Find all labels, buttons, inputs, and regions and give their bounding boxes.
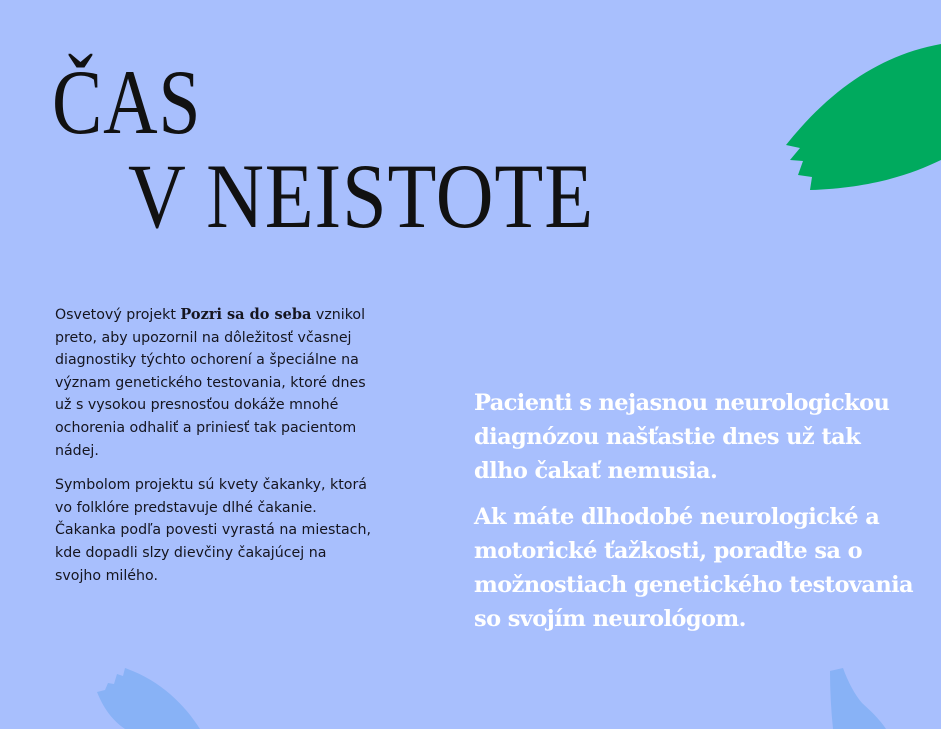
page-title-line-1: ČAS bbox=[52, 51, 202, 153]
intro-paragraph-1-prefix: Osvetový projekt bbox=[55, 307, 181, 323]
project-name: Pozri sa do seba bbox=[180, 306, 312, 323]
intro-paragraph-1-rest: vznikol preto, aby upozornil na dôležitosť včasnej diagnostiky týchto ochorení a špeciálne na význam genetického testovania, ktoré dnes už s vysokou presnosťou dokáže mnohé ochorenia odhaliť a priniesť tak pacientom nádej. bbox=[55, 307, 366, 459]
intro-paragraph-1 bbox=[55, 304, 375, 462]
green-chicory-leaf-decoration bbox=[786, 44, 941, 190]
highlight-text-column bbox=[474, 386, 914, 648]
blue-leaf-decoration-right bbox=[830, 668, 886, 729]
intro-paragraph-2: Symbolom projektu sú kvety čakanky, ktorá vo folklóre predstavuje dlhé čakanie. Čakanka podľa povesti vyrastá na miestach, kde dopadli slzy dievčiny čakajúcej na svojho milého. bbox=[55, 477, 371, 584]
blue-leaf-decoration-left bbox=[97, 668, 200, 729]
highlight-paragraph-2: Ak máte dlhodobé neurologické a motorické ťažkosti, poraďte sa o možnostiach genetického testovania so svojím neurológom. bbox=[474, 504, 914, 632]
intro-text-column bbox=[55, 304, 375, 599]
page-title-line-2: V NEISTOTE bbox=[128, 145, 594, 247]
highlight-paragraph-1: Pacienti s nejasnou neurologickou diagnózou našťastie dnes už tak dlho čakať nemusia. bbox=[474, 390, 890, 484]
